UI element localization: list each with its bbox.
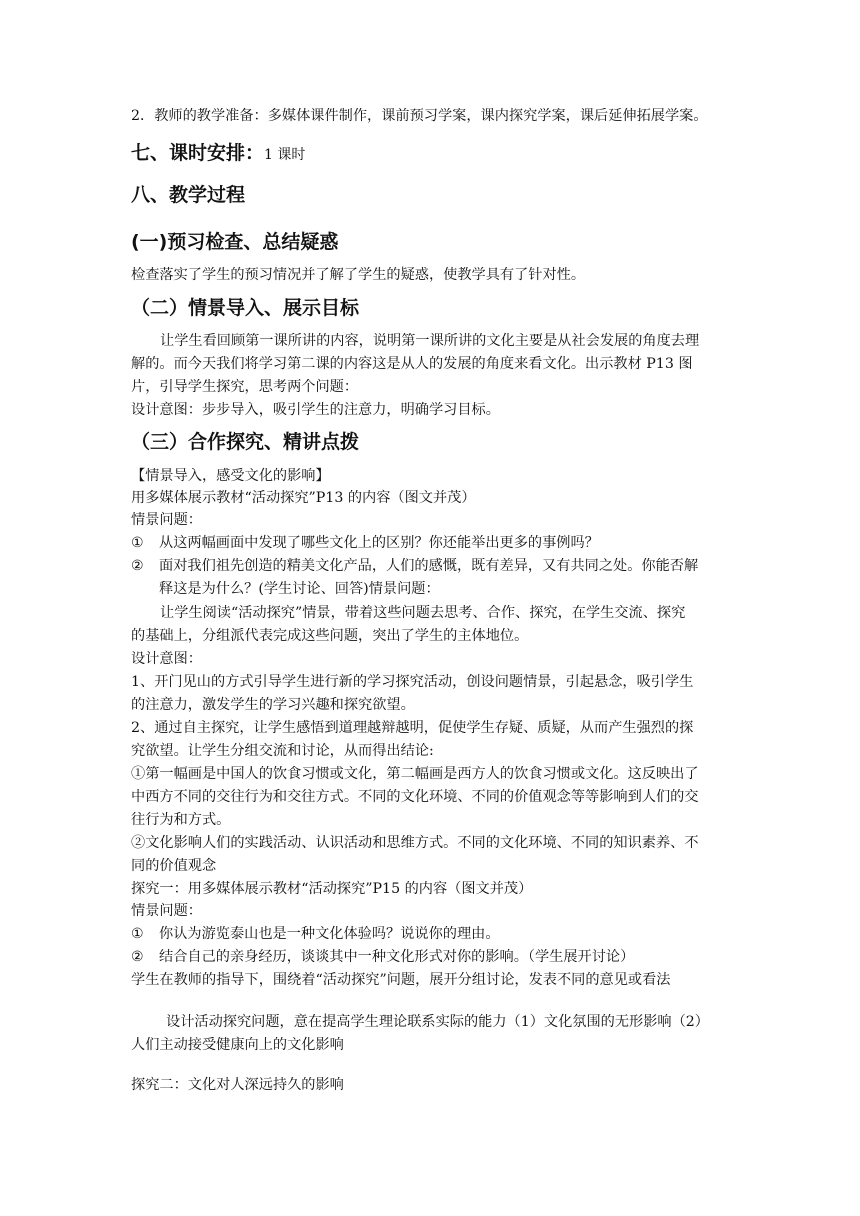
paragraph-inquiry-2: 探究二：文化对人深远持久的影响 (131, 1077, 344, 1093)
heading-section-3: （三）合作探究、精讲点拨 (131, 431, 360, 453)
question-2-line-1: 面对我们祖先创造的精美文化产品，人们的感慨，既有差异，又有共同之处。你能否解 (159, 558, 699, 574)
list-marker-4: ② (131, 949, 144, 965)
paragraph-conclusion-2-line-1: ②文化影响人们的实践活动、认识活动和思维方式。不同的文化环境、不同的知识素养、不 (131, 835, 699, 851)
paragraph-group-discussion: 学生在教师的指导下，围绕着“活动探究”问题，展开分组讨论，发表不同的意见或看法 (131, 972, 671, 988)
heading-section-1: (一)预习检查、总结疑惑 (131, 231, 339, 253)
paragraph-reading-line-2: 的基础上，分组派代表完成这些问题，突出了学生的主体地位。 (131, 628, 529, 644)
paragraph-section-2-line-4: 设计意图：步步导入，吸引学生的注意力，明确学习目标。 (131, 402, 500, 418)
paragraph-conclusion-1-line-2: 中西方不同的交往行为和交往方式。不同的文化环境、不同的价值观念等等影响到人们的交 (131, 789, 699, 805)
paragraph-section-2-line-2: 解的。而今天我们将学习第二课的内容这是从人的发展的角度来看文化。出示教材 P13 图 (131, 356, 693, 372)
question-2-line-2: 释这是为什么？(学生讨论、回答)情景问题： (159, 581, 440, 597)
paragraph-section-1: 检查落实了学生的预习情况并了解了学生的疑惑，使教学具有了针对性。 (131, 267, 586, 283)
schedule-value: 1 课时 (264, 147, 306, 163)
paragraph-point-2-line-2: 究欲望。让学生分组交流和讨论，从而得出结论: (131, 743, 434, 759)
paragraph-point-1-line-2: 的注意力，激发学生的学习兴趣和探究欲望。 (131, 697, 415, 713)
paragraph-scene-intro: 【情景导入，感受文化的影响】 (131, 468, 330, 484)
heading-teaching-process: 八、教学过程 (131, 184, 246, 206)
paragraph-preparation: 2．教师的教学准备：多媒体课件制作，课前预习学案，课内探究学案，课后延伸拓展学案。 (131, 108, 708, 124)
paragraph-conclusion-1-line-3: 往行为和方式。 (131, 812, 231, 828)
list-marker-3: ① (131, 926, 144, 942)
heading-section-2: （二）情景导入、展示目标 (131, 297, 360, 319)
paragraph-media-p13: 用多媒体展示教材“活动探究”P13 的内容（图文并茂） (131, 490, 476, 506)
list-marker-2: ② (131, 558, 144, 574)
paragraph-reading-line-1: 让学生阅读“活动探究”情景，带着这些问题去思考、合作、探究，在学生交流、探究 (160, 605, 686, 621)
paragraph-conclusion-1-line-1: ①第一幅画是中国人的饮食习惯或文化，第二幅画是西方人的饮食习惯或文化。这反映出了 (131, 766, 699, 782)
paragraph-design-activity-line-2: 人们主动接受健康向上的文化影响 (131, 1037, 344, 1053)
paragraph-section-2-line-1: 让学生看回顾第一课所讲的内容，说明第一课所讲的文化主要是从社会发展的角度去理 (160, 333, 700, 349)
question-3: 你认为游览泰山也是一种文化体验吗？说说你的理由。 (159, 926, 500, 942)
paragraph-point-1-line-1: 1、开门见山的方式引导学生进行新的学习探究活动，创设问题情景，引起悬念，吸引学生 (131, 674, 694, 690)
question-1: 从这两幅画面中发现了哪些文化上的区别？你还能举出更多的事例吗？ (159, 535, 599, 551)
paragraph-inquiry-1: 探究一：用多媒体展示教材“活动探究”P15 的内容（图文并茂） (131, 881, 533, 897)
paragraph-point-2-line-1: 2、通过自主探究，让学生感悟到道理越辩越明，促使学生存疑、质疑，从而产生强烈的探 (131, 720, 694, 736)
list-marker-1: ① (131, 535, 144, 551)
heading-schedule-label: 七、课时安排： (131, 142, 265, 164)
paragraph-section-2-line-3: 片，引导学生探究，思考两个问题： (131, 379, 359, 395)
heading-schedule (131, 140, 305, 168)
paragraph-inquiry-1-question-label: 情景问题： (131, 903, 202, 919)
paragraph-design-activity-line-1: 设计活动探究问题，意在提高学生理论联系实际的能力（1）文化氛围的无形影响（2） (166, 1014, 709, 1030)
paragraph-scene-question-label: 情景问题： (131, 512, 202, 528)
question-4: 结合自己的亲身经历，谈谈其中一种文化形式对你的影响。（学生展开讨论） (159, 949, 635, 965)
paragraph-conclusion-2-line-2: 同的价值观念 (131, 858, 217, 874)
paragraph-design-intent-label: 设计意图： (131, 651, 202, 667)
